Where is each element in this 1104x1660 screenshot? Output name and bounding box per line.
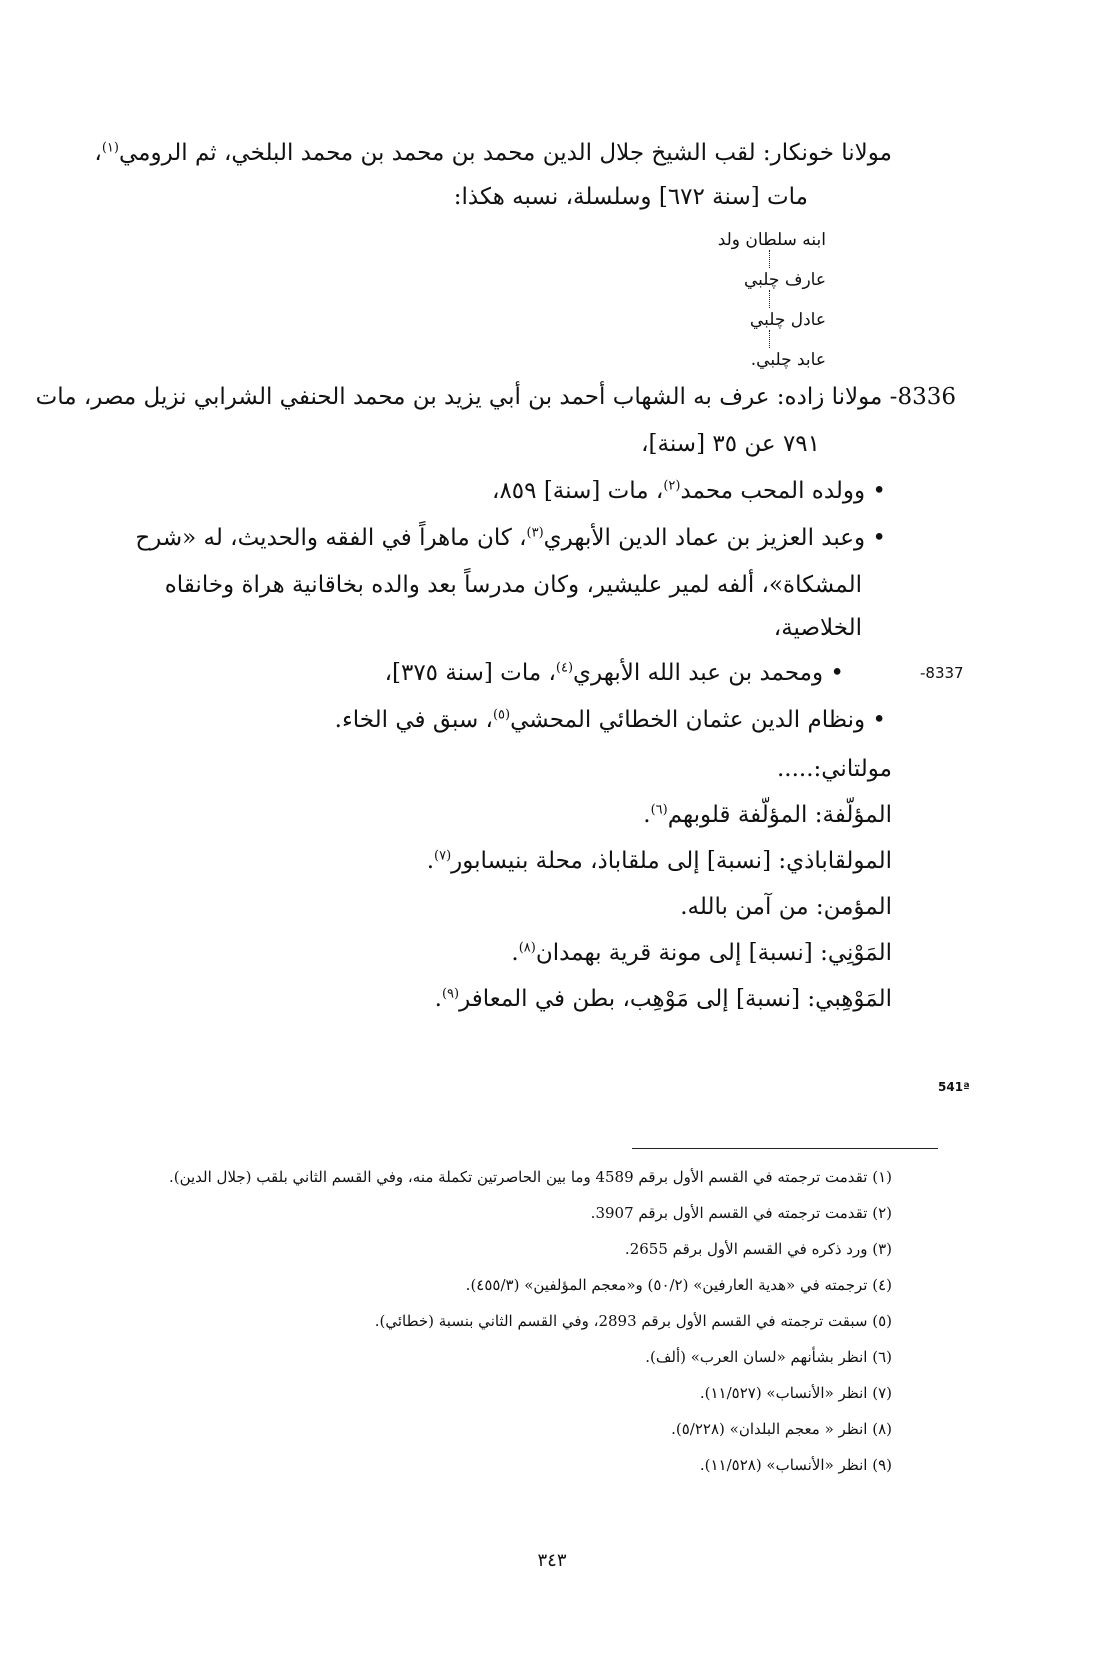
bullet-item: • وولده المحب محمد$^{(٢)}$، مات [سنة] ٨٥٩،	[492, 478, 886, 504]
lineage-item: عابد چلبي.	[750, 350, 826, 370]
footnote: (٤) ترجمته في «هدية العارفين» (٥٠/٢) و«معجم المؤلفين» (٤٥٥/٣).	[465, 1276, 892, 1294]
bullet-continuation: الخلاصية،	[773, 615, 862, 641]
folio-marker: 541ª	[938, 1080, 970, 1094]
footnote-marker[interactable]: (٧)	[434, 848, 452, 864]
entry-line: المولقاباذي: [نسبة] إلى ملقاباذ، محلة بنيسابور$^{(٧)}$.	[426, 848, 892, 874]
lineage-connector	[769, 330, 770, 348]
entry-line: مولانا خونكار: لقب الشيخ جلال الدين محمد بن محمد بن محمد البلخي، ثم الرومي$^{(١)}$،	[94, 140, 892, 166]
footnote-marker[interactable]: (٤)	[555, 660, 574, 676]
footnote-marker[interactable]: (٥)	[492, 707, 511, 723]
entry-line: مولتاني:.....	[776, 756, 892, 782]
lineage-connector	[769, 290, 770, 308]
entry-line: مات [سنة ٦٧٢] وسلسلة، نسبه هكذا:	[453, 184, 808, 210]
lineage-item: عارف چلبي	[744, 270, 826, 290]
footnote-marker[interactable]: (٢)	[663, 478, 681, 494]
footnote-marker[interactable]: (١)	[101, 140, 119, 156]
bullet-continuation: المشكاة»، ألفه لمير عليشير، وكان مدرساً بعد والده بخاقانية هراة وخانقاه	[164, 572, 862, 598]
footnote-separator	[632, 1148, 938, 1149]
footnote: (٧) انظر «الأنساب» (١١/٥٢٧).	[699, 1384, 892, 1402]
footnote-marker[interactable]: (٦)	[650, 802, 668, 818]
entry-line: المؤمن: من آمن بالله.	[680, 894, 892, 920]
footnote-marker[interactable]: (٨)	[518, 940, 536, 956]
entry-line: ٧٩١ عن ٣٥ [سنة]،	[641, 431, 820, 457]
lineage-connector	[769, 250, 770, 268]
entry-line: المَوْنِي: [نسبة] إلى مونة قرية بهمدان$^{(٨)}$.	[511, 940, 892, 966]
entry-line: المؤلّفة: المؤلّفة قلوبهم$^{(٦)}$.	[643, 802, 892, 828]
footnote: (٩) انظر «الأنساب» (١١/٥٢٨).	[699, 1456, 892, 1474]
footnote: (٦) انظر بشأنهم «لسان العرب» (ألف).	[645, 1348, 892, 1366]
footnote-marker[interactable]: (٣)	[526, 525, 544, 541]
bullet-item: • ونظام الدين عثمان الخطائي المحشي$^{(٥)}$، سبق في الخاء.	[334, 707, 886, 733]
footnote: (٨) انظر « معجم البلدان» (٥/٢٢٨).	[671, 1420, 892, 1438]
footnote: (٣) ورد ذكره في القسم الأول برقم 2655.	[624, 1240, 892, 1258]
bullet-item: • ومحمد بن عبد الله الأبهري$^{(٤)}$، مات [سنة ٣٧٥]،	[384, 660, 844, 686]
bullet-item: • وعبد العزيز بن عماد الدين الأبهري$^{(٣)}$، كان ماهراً في الفقه والحديث، له «شرح	[135, 525, 886, 551]
lineage-item: عادل چلبي	[749, 310, 826, 330]
footnote: (٥) سبقت ترجمته في القسم الأول برقم 2893، وفي القسم الثاني بنسبة (خطائي).	[374, 1312, 892, 1330]
page-number: ٣٤٣	[537, 1550, 567, 1571]
margin-entry-number: -8337	[920, 664, 964, 682]
footnote-marker[interactable]: (٩)	[441, 986, 460, 1002]
lineage-item: ابنه سلطان ولد	[717, 230, 826, 250]
footnote: (١) تقدمت ترجمته في القسم الأول برقم 4589 وما بين الحاصرتين تكملة منه، وفي القسم الثاني بلقب (جلال الدين).	[168, 1168, 892, 1186]
footnote: (٢) تقدمت ترجمته في القسم الأول برقم 3907.	[590, 1204, 892, 1222]
entry-line: المَوْهِبي: [نسبة] إلى مَوْهِب، بطن في المعافر$^{(٩)}$.	[434, 986, 892, 1012]
entry-line-8336: 8336- مولانا زاده: عرف به الشهاب أحمد بن أبي يزيد بن محمد الحنفي الشرابي نزيل مصر، مات	[35, 384, 956, 410]
